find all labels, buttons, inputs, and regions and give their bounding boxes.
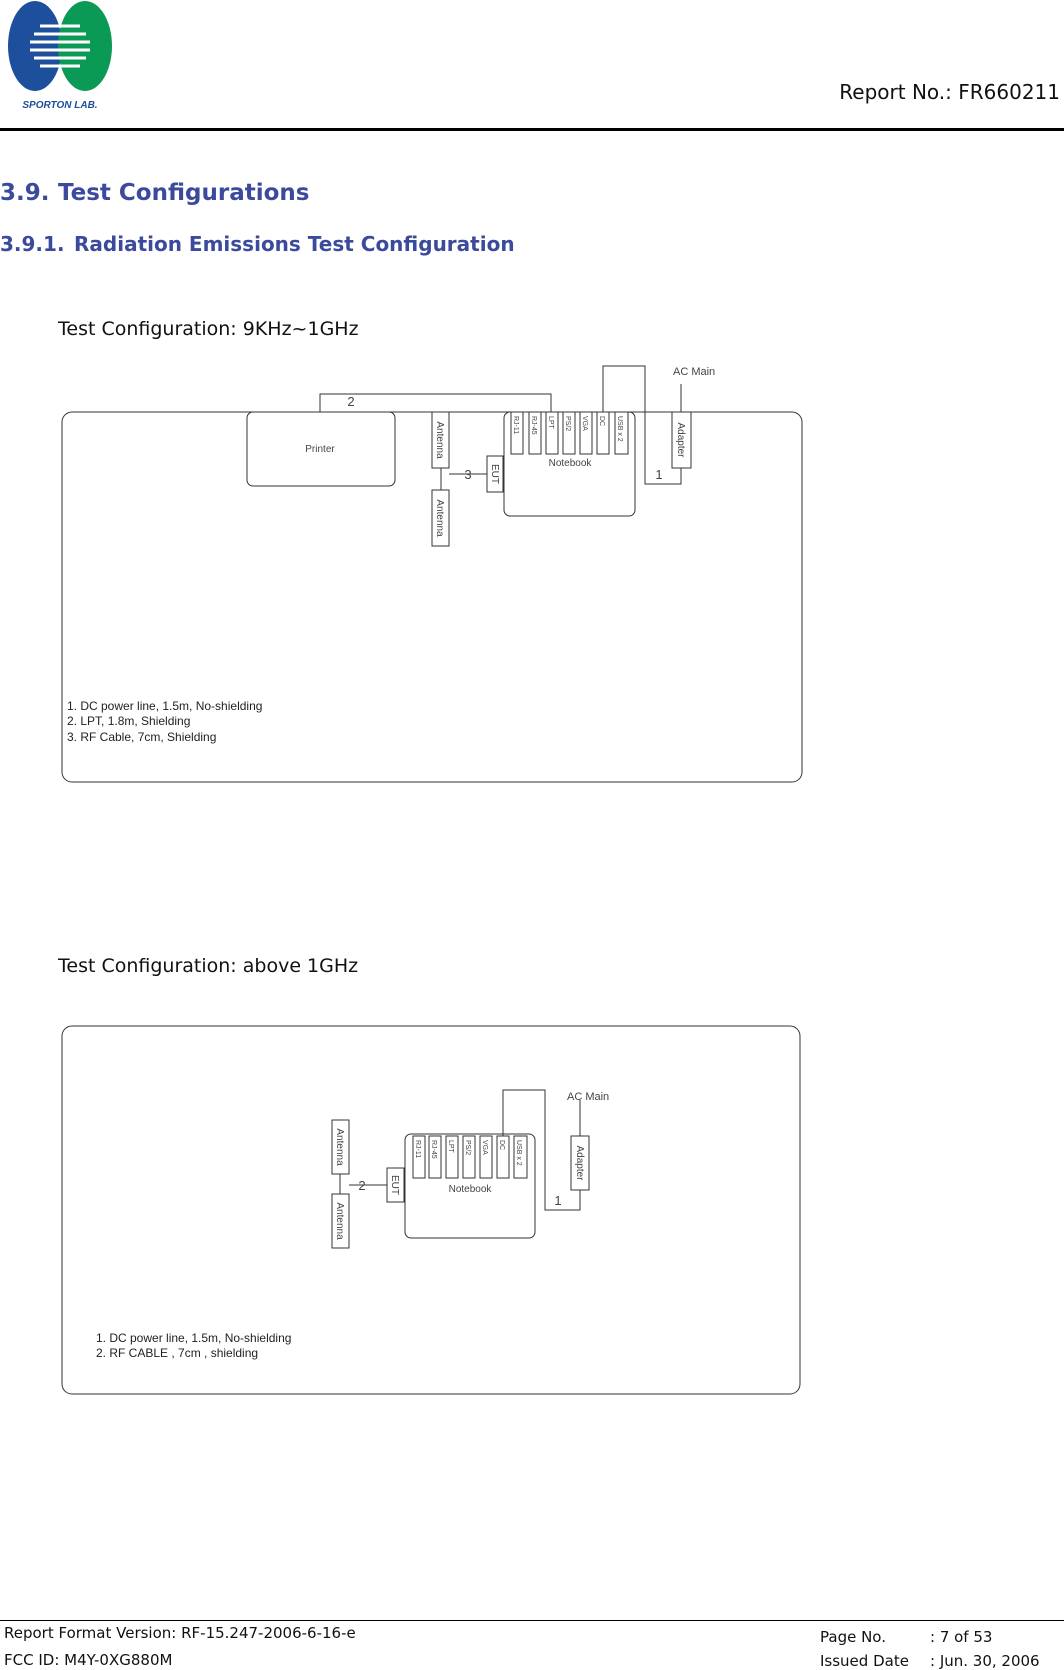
header-rule [0, 128, 1064, 131]
issued-label: Issued Date [820, 1652, 909, 1670]
config2-caption: Test Configuration: above 1GHz [58, 955, 359, 977]
footer-rule [0, 1620, 1064, 1621]
config2-antenna-label-1: Antenna [334, 1128, 345, 1166]
config2-legend-2: 2. RF CABLE , 7cm , shielding [96, 1346, 259, 1360]
config2-diagram [0, 1020, 820, 1400]
config2-legend-1: 1. DC power line, 1.5m, No-shielding [96, 1331, 292, 1345]
config2-antenna-label-2: Antenna [334, 1202, 345, 1240]
config1-antenna-label-1: Antenna [434, 421, 445, 459]
config2-port-label-vga: VGA [481, 1140, 488, 1155]
config1-port-label-rj11: RJ-11 [512, 416, 519, 435]
config2-ac-main-label: AC Main [567, 1091, 610, 1103]
config2-port-label-lpt: LPT [447, 1140, 454, 1153]
config1-caption: Test Configuration: 9KHz~1GHz [58, 318, 359, 340]
config1-notebook-label: Notebook [548, 458, 592, 469]
config1-cable-label-3: 3 [464, 467, 472, 482]
config2-port-label-usb: USB x 2 [515, 1140, 522, 1166]
config1-port-label-lpt: LPT [547, 416, 554, 429]
config2-eut-label: EUT [389, 1175, 400, 1195]
section-title: Test Configurations [58, 180, 310, 206]
config2-cable-label-1: 1 [554, 1193, 562, 1208]
subsection-title: Radiation Emissions Test Configuration [74, 232, 515, 256]
config1-eut-label: EUT [489, 464, 500, 484]
logo-blue-ellipse [8, 1, 62, 91]
config1-cable-label-1: 1 [655, 467, 663, 482]
config2-cable-dc [503, 1090, 580, 1210]
config1-printer-label: Printer [305, 444, 335, 455]
page-label: Page No. [820, 1628, 886, 1646]
config1-port-label-vga: VGA [581, 416, 588, 431]
issued-value: : Jun. 30, 2006 [930, 1652, 1040, 1670]
section-number: 3.9. [0, 180, 50, 206]
config1-diagram [0, 360, 820, 790]
subsection-heading [0, 232, 515, 256]
config2-port-label-dc: DC [498, 1140, 505, 1151]
report-number: Report No.: FR660211 [839, 80, 1060, 104]
config1-legend-2: 2. LPT, 1.8m, Shielding [67, 714, 191, 728]
config1-legend-1: 1. DC power line, 1.5m, No-shielding [67, 699, 263, 713]
logo-green-ellipse [58, 1, 112, 91]
subsection-number: 3.9.1. [0, 232, 65, 256]
config1-legend-3: 3. RF Cable, 7cm, Shielding [67, 730, 217, 744]
logo-text: SPORTON LAB. [22, 100, 98, 111]
config2-notebook-label: Notebook [448, 1184, 492, 1195]
config1-adapter-label: Adapter [675, 422, 686, 458]
config2-port-label-ps2: PS/2 [464, 1140, 471, 1156]
config2-port-label-rj11: RJ-11 [414, 1140, 421, 1159]
section-heading [0, 180, 309, 206]
config1-port-label-usb: USB x 2 [616, 416, 623, 442]
config1-cable-label-2: 2 [347, 394, 355, 409]
fcc-id: FCC ID: M4Y-0XG880M [4, 1651, 173, 1669]
config1-cable-lpt [320, 394, 551, 412]
page-value: : 7 of 53 [930, 1628, 993, 1646]
config1-ac-main-label: AC Main [673, 366, 716, 378]
config2-adapter-label: Adapter [574, 1145, 585, 1181]
config1-port-label-dc: DC [598, 416, 605, 427]
config1-port-label-ps2: PS/2 [564, 416, 571, 432]
config2-cable-label-2: 2 [358, 1178, 366, 1193]
config1-port-label-rj45: RJ-45 [530, 416, 537, 435]
format-version: Report Format Version: RF-15.247-2006-6-16-e [4, 1624, 356, 1642]
config1-antenna-label-2: Antenna [434, 499, 445, 537]
config2-port-label-rj45: RJ-45 [430, 1140, 437, 1159]
sporton-logo [4, 0, 116, 112]
